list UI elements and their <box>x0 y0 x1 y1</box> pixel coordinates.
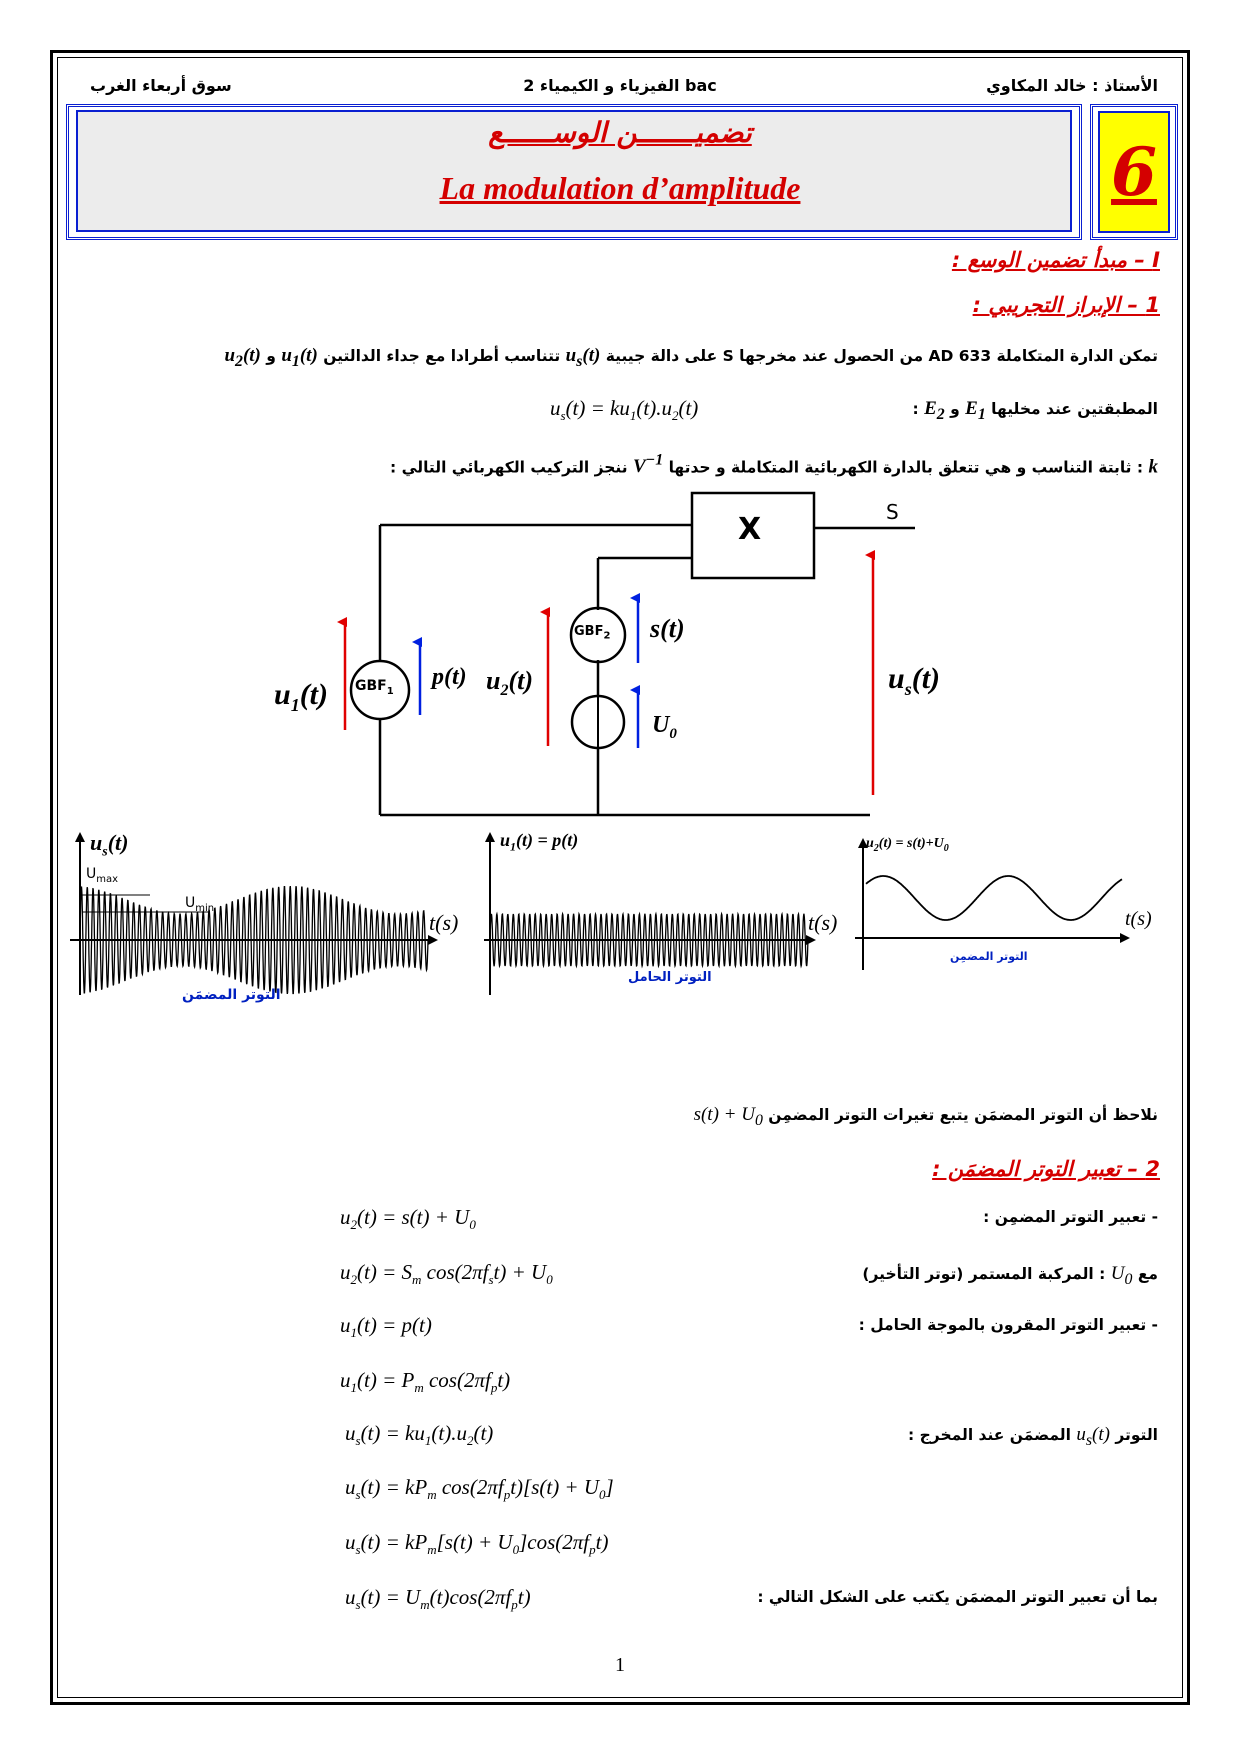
para2-text: المطبقتين عند مخليها $E_1$ و $E_2$ : <box>912 398 1158 423</box>
eq-u2-cos: $u_2(t) = S_m$ $\cos(2\pi f_st) + U_0$ <box>340 1260 553 1288</box>
para2-and: و <box>950 400 960 418</box>
g1-waveform <box>80 886 428 994</box>
g1-caption: التوتر المضمَن <box>182 987 281 1003</box>
title-arabic: تضميـــــــن الوســــــع <box>488 116 752 149</box>
para3-part1: : ثابتة التناسب و هي تتعلق بالدارة الكهربائية المتكاملة و حدتها <box>668 458 1144 477</box>
note-text <box>694 1104 1158 1130</box>
g3-ylabel: $u_2(t) = s(t)+U_0$ <box>866 836 949 854</box>
gbf1-label: $GBF_1$ <box>355 678 394 697</box>
para2-e2: $E_2$ <box>924 398 945 423</box>
section-2-heading: 2 – تعبير التوتر المضمَن : <box>932 1157 1160 1181</box>
u2-label: $u_2(t)$ <box>486 666 534 700</box>
s-label: s(t) <box>650 614 685 643</box>
eq-us-2: $u_s(t) = kP_m$ $\cos(2\pi f_pt)[s(t) + U_0]$ <box>345 1475 614 1503</box>
u1-label: $u_1(t)$ <box>274 678 329 715</box>
g1-ylabel: $u_s(t)$ <box>90 830 129 860</box>
output-label: S <box>886 500 899 524</box>
g2-caption: التوتر الحامل <box>628 970 712 985</box>
g3-x-arrow <box>1120 933 1130 943</box>
g3-xlabel: t(s) <box>1125 908 1152 930</box>
g2-ylabel: $u_1(t) = p(t)$ <box>500 830 579 854</box>
line-2-ar: مع $U_0$ : المركبة المستمر (توتر التأخير) <box>862 1263 1158 1288</box>
para1-and: و <box>266 347 276 365</box>
g3-caption: التوتر المضمِن <box>950 950 1028 963</box>
para3-part2: ننجز التركيب الكهربائي التالي : <box>390 458 628 477</box>
g2-y-arrow <box>485 832 495 842</box>
note-part1: نلاحظ أن التوتر المضمَن يتبع تغيرات التوتر المضمِن <box>768 1106 1158 1124</box>
g1-xlabel: t(s) <box>429 910 459 935</box>
us-label: $u_s(t)$ <box>888 662 941 699</box>
gbf2-label: $GBF_2$ <box>574 624 611 642</box>
section-I-heading: I – مبدأ تضمين الوسع : <box>951 248 1160 272</box>
title-french: La modulation d’amplitude <box>439 170 801 206</box>
para2-e1: $E_1$ <box>965 398 986 423</box>
page-number: 1 <box>615 1654 625 1676</box>
header-teacher: الأستاذ : خالد المكاوي <box>986 76 1158 95</box>
chapter-number: 6 <box>1098 111 1170 233</box>
g1-umin: $U_{min}$ <box>185 895 215 914</box>
U0-label: $U_0$ <box>652 712 677 742</box>
eq-us-4: $u_s(t) = U_m(t)\cos(2\pi f_pt)$ <box>345 1585 531 1613</box>
eq-u1-def: $u_1(t) = p(t)$ <box>340 1313 432 1341</box>
p-label: p(t) <box>432 664 467 690</box>
line-1-ar: - تعبير التوتر المضمِن : <box>983 1208 1158 1226</box>
eq-us-3: $u_s(t) = kP_m[s(t) + U_0]\cos(2\pi f_pt)$ <box>345 1530 609 1558</box>
header-school: سوق أربعاء الغرب <box>90 76 232 95</box>
para1-part2: تتناسب أطرادا مع جداء الدالتين <box>323 347 561 365</box>
g1-x-arrow <box>428 935 438 945</box>
para3-unit: $V^{-1}$ <box>632 452 664 478</box>
eq-u2-def: $u_2(t) = s(t) + U_0$ <box>340 1205 476 1233</box>
para1-u1: $u_1(t)$ <box>281 345 318 370</box>
g1-y-arrow <box>75 832 85 842</box>
eq-us-product: $u_s(t) = ku_1(t).u_2(t)$ <box>550 396 699 424</box>
para1-u2: $u_2(t)$ <box>224 345 261 370</box>
section-1-heading: 1 – الإبراز التجريبي : <box>972 293 1160 317</box>
para3-k: k <box>1148 456 1158 478</box>
eq-u1-cos: $u_1(t) = P_m$ $\cos(2\pi f_pt)$ <box>340 1368 511 1396</box>
note-expr: $s(t) + U_0$ <box>693 1104 763 1129</box>
line-5-ar: التوتر $u_s(t)$ المضمَن عند المخرج : <box>908 1424 1158 1449</box>
para2-part1: المطبقتين عند مخليها <box>991 400 1158 418</box>
header-subject: الفيزياء و الكيمياء 2 bac <box>523 76 717 95</box>
g2-xlabel: t(s) <box>808 910 838 935</box>
line-3-ar: - تعبير التوتر المقرون بالموجة الحامل : <box>858 1316 1158 1334</box>
eq-us-1: $u_s(t) = ku_1(t).u_2(t)$ <box>345 1421 494 1449</box>
para1-us: $u_s(t)$ <box>565 345 601 370</box>
multiplier-label: X <box>738 512 762 547</box>
para1-part1: تمكن الدارة المتكاملة AD 633 من الحصول عند مخرجها S على دالة جيبية <box>605 347 1158 365</box>
g1-umax: $U_{max}$ <box>86 866 119 885</box>
g3-waveform <box>866 876 1122 920</box>
line-8-ar: بما أن تعبير التوتر المضمَن يكتب على الشكل التالي : <box>757 1588 1158 1606</box>
